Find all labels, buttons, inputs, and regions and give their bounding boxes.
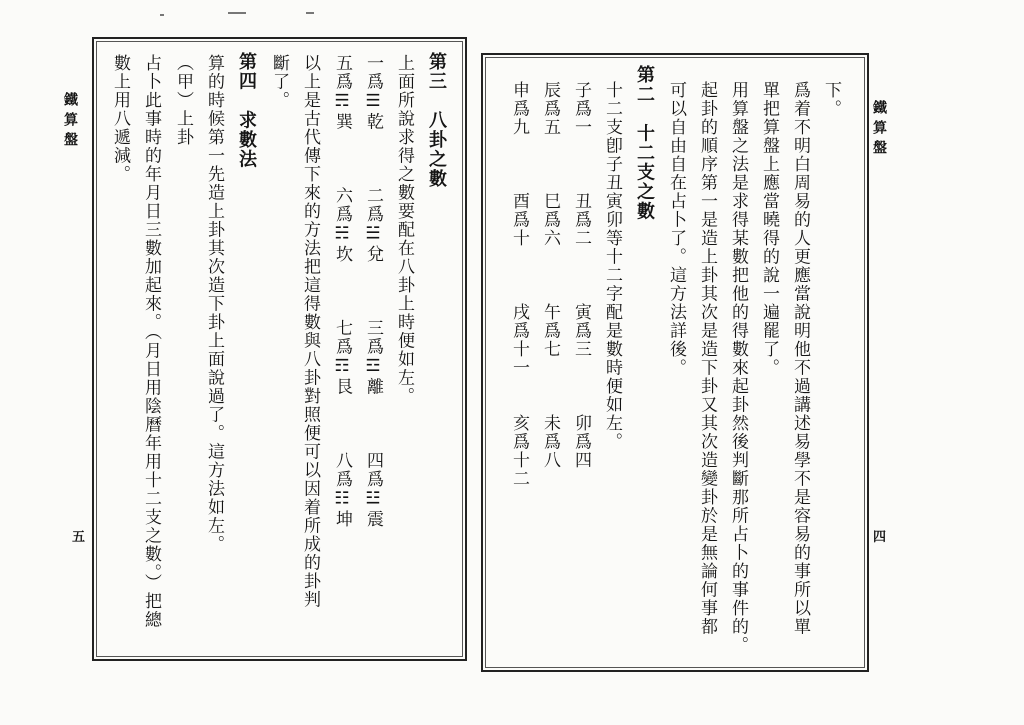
text-column: 斷了。 bbox=[269, 54, 289, 110]
branch-row-3: 申爲九 酉爲十 戌爲十一 亥爲十二 bbox=[509, 81, 529, 488]
scan-speck bbox=[160, 14, 164, 16]
text-column: 用算盤之法是求得某數把他的得數來起卦然後判斷那所占卜的事件的。 bbox=[728, 81, 748, 655]
text-column: 爲着不明白周易的人更應當說明他不過講述易學不是容易的事所以單 bbox=[790, 81, 810, 636]
right-page bbox=[481, 53, 869, 672]
left-page-number: 五 bbox=[72, 530, 86, 545]
section-two-heading: 第二 十二支之數 bbox=[634, 65, 655, 221]
trigram-row-2: 五爲☴巽 六爲☵坎 七爲☶艮 八爲☷坤 bbox=[332, 54, 352, 529]
section-four-heading: 第四 求數法 bbox=[236, 52, 257, 169]
scan-speck bbox=[228, 12, 246, 14]
text-column: 起卦的順序第一是造上卦其次是造下卦又其次造變卦於是無論何事都 bbox=[697, 81, 717, 636]
scan-speck bbox=[306, 12, 314, 14]
text-column: 下。 bbox=[821, 81, 841, 118]
section-three-heading: 第三 八卦之數 bbox=[426, 52, 447, 189]
text-column: （甲）上卦 bbox=[173, 54, 193, 147]
text-column: 占卜此事時的年月日三數加起來。（月日用陰曆年用十二支之數。）把總 bbox=[141, 54, 161, 629]
right-gutter-title: 鐵算盤 bbox=[871, 100, 887, 160]
left-gutter-title: 鐵算盤 bbox=[62, 92, 78, 152]
left-page bbox=[92, 37, 467, 661]
text-column: 上面所說求得之數要配在八卦上時便如左。 bbox=[394, 54, 414, 406]
text-column: 算的時候第一先造上卦其次造下卦上面說過了。這方法如左。 bbox=[204, 54, 224, 554]
right-page-number: 四 bbox=[873, 530, 887, 545]
text-column: 單把算盤上應當曉得的說一遍罷了。 bbox=[759, 81, 779, 377]
trigram-row-1: 一爲☰乾 二爲☱兌 三爲☲離 四爲☳震 bbox=[363, 54, 383, 529]
text-column: 以上是古代傳下來的方法把這得數與八卦對照便可以因着所成的卦判 bbox=[300, 54, 320, 609]
branch-row-1: 子爲一 丑爲二 寅爲三 卯爲四 bbox=[571, 81, 591, 470]
text-column: 十二支卽子丑寅卯等十二字配是數時便如左。 bbox=[602, 81, 622, 451]
text-column: 數上用八遞減。 bbox=[110, 54, 130, 184]
branch-row-2: 辰爲五 巳爲六 午爲七 未爲八 bbox=[540, 81, 560, 470]
text-column: 可以自由自在占卜了。這方法詳後。 bbox=[666, 81, 686, 377]
